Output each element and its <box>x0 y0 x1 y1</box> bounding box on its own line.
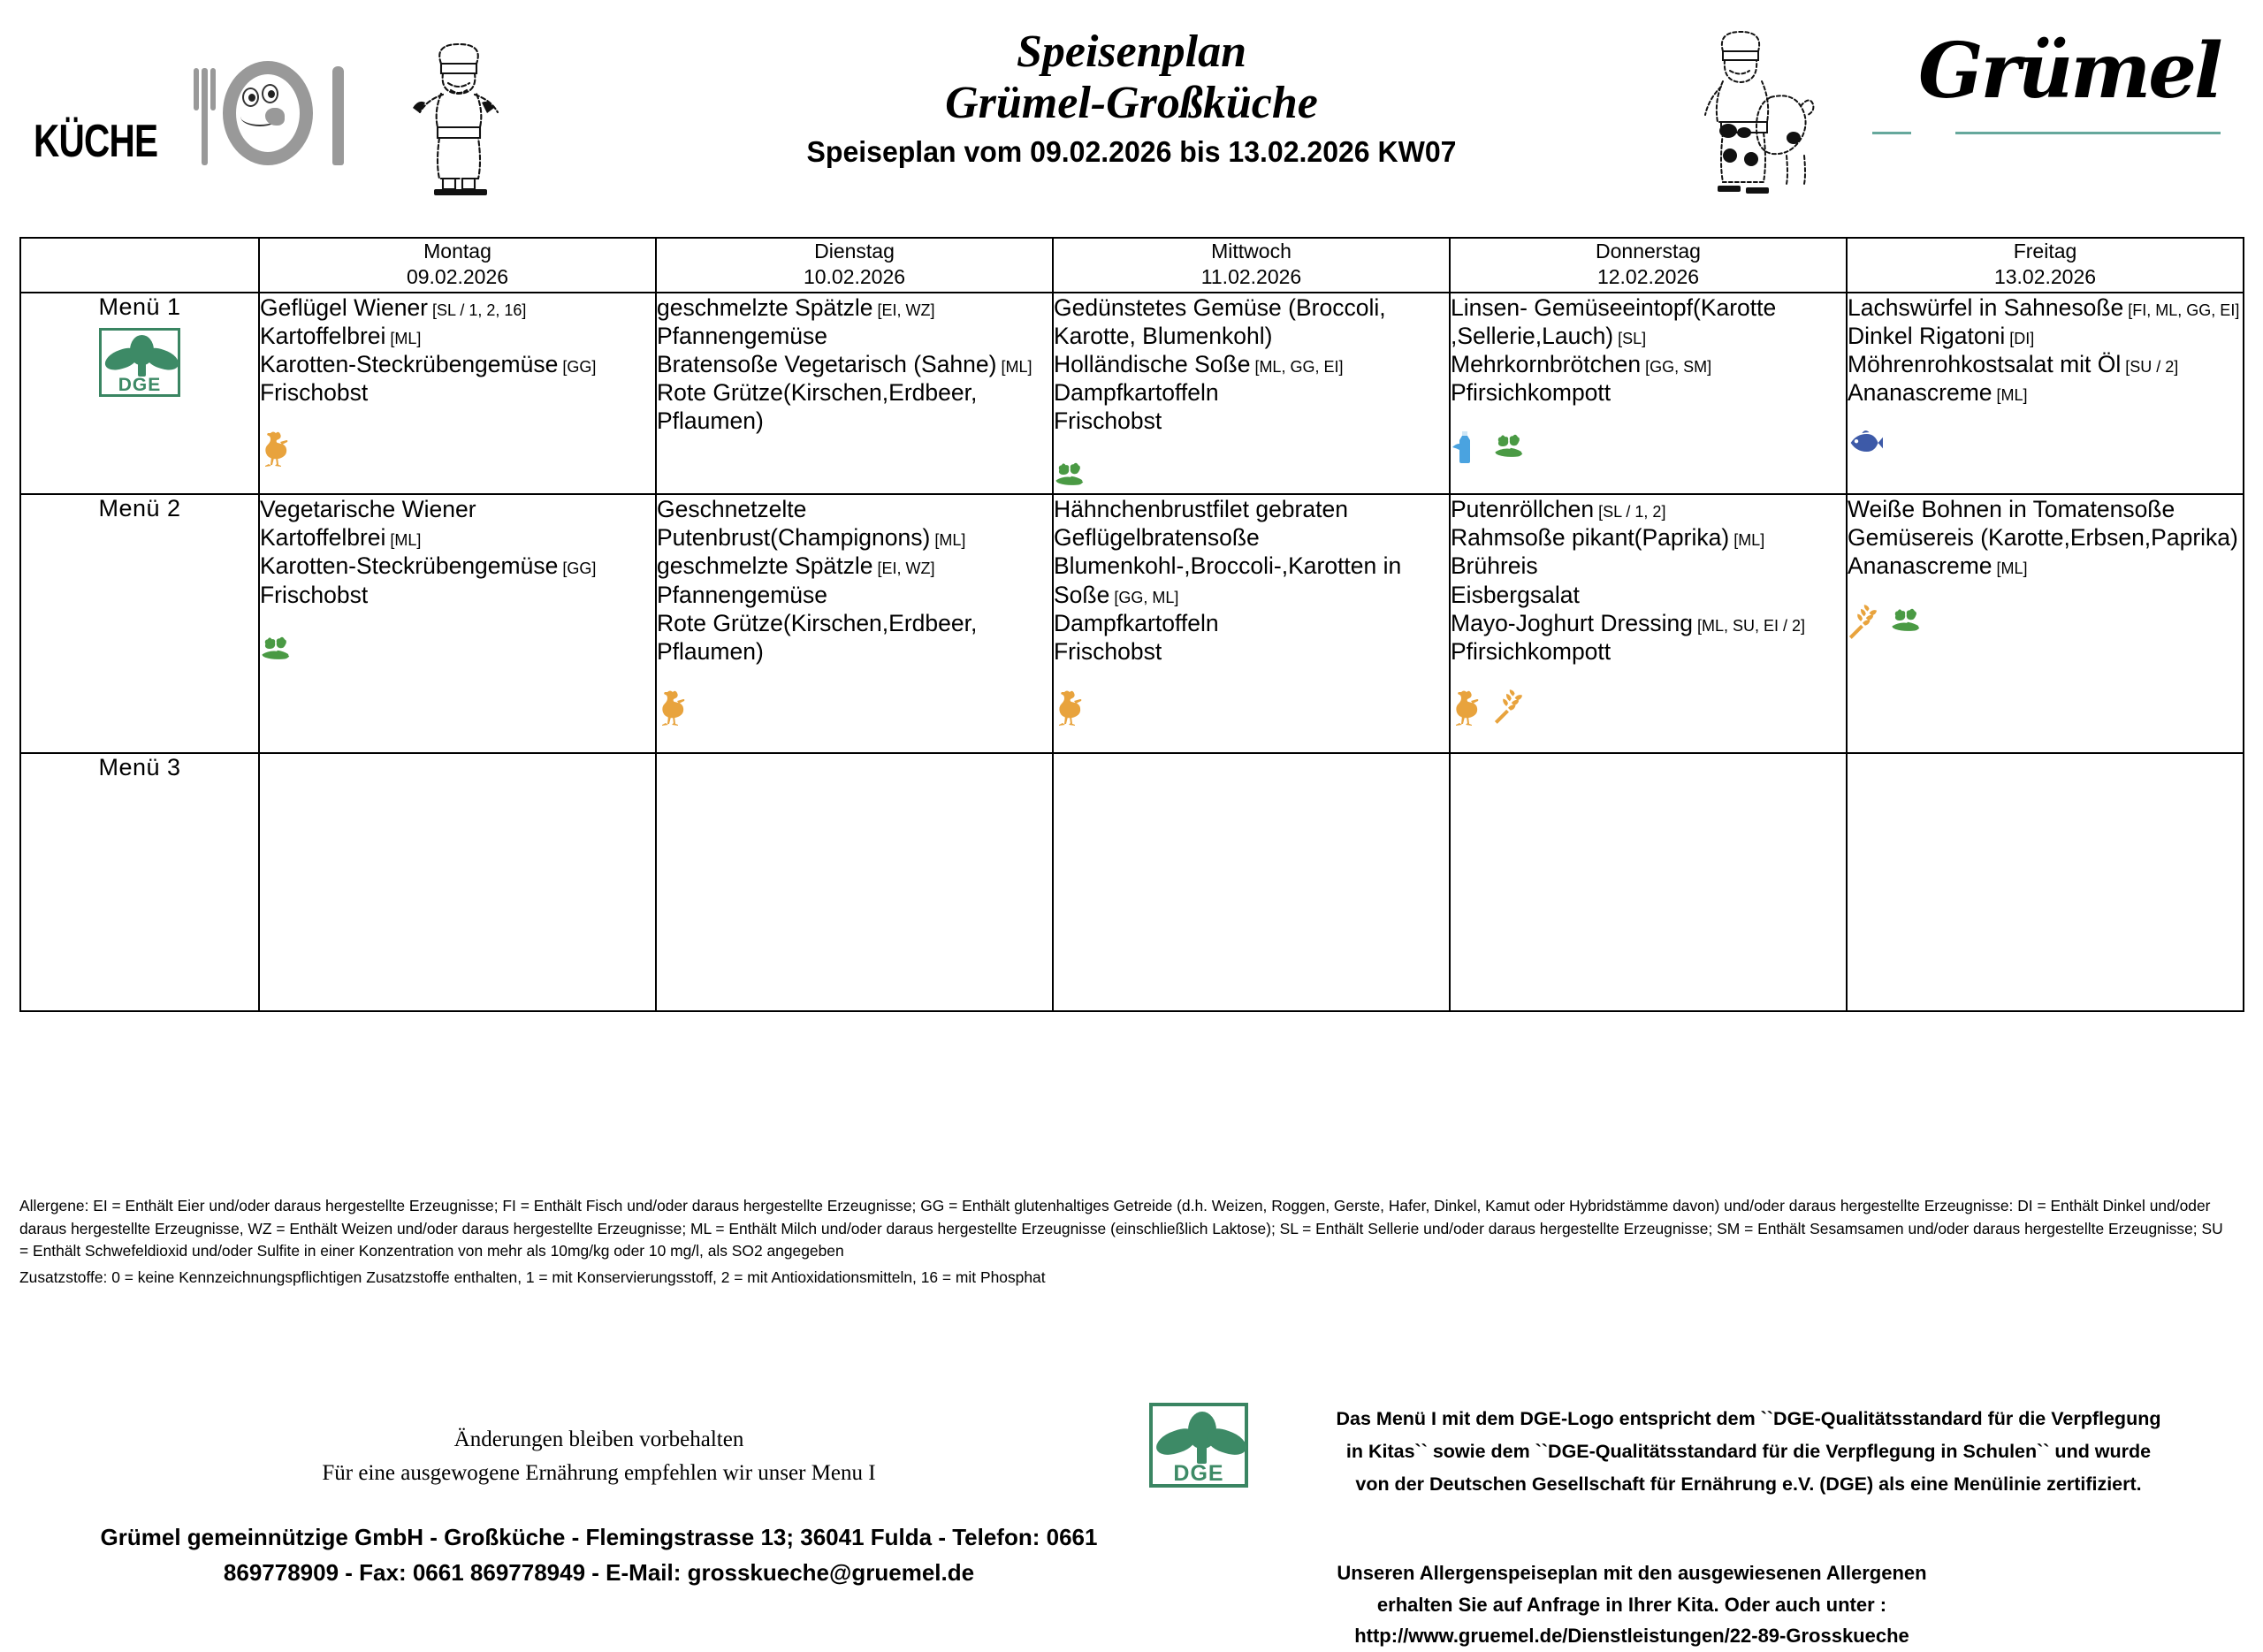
day-date: 13.02.2026 <box>1993 265 2097 289</box>
dish-name: Geflügel Wiener <box>260 294 429 321</box>
eye-left-icon <box>242 88 259 107</box>
dish-line <box>1848 552 2243 580</box>
footer-left-block <box>53 1423 1145 1591</box>
dish-line <box>1451 609 1846 637</box>
menu-cell-r2-c1 <box>259 494 656 753</box>
dish-name: Frischobst <box>260 581 369 608</box>
menu-label-cell-1 <box>20 293 259 494</box>
menu-label-cell-2 <box>20 494 259 753</box>
menu-cell-r1-c3 <box>1053 293 1450 494</box>
dish-allergen-codes: [ML] <box>385 330 422 348</box>
brand-rule-right <box>1955 132 2221 134</box>
dish-name: Bratensoße Vegetarisch (Sahne) <box>657 351 997 378</box>
dish-name: Dampfkartoffeln <box>1054 609 1219 636</box>
day-name: Freitag <box>2013 240 2077 263</box>
day-header-wednesday <box>1053 238 1450 293</box>
chicken-icon <box>1054 689 1084 724</box>
dish-line <box>1054 378 1449 407</box>
dge-certification-block <box>1149 1401 2245 1501</box>
menu-label: Menü 2 <box>98 495 181 522</box>
disclaimer-line-1: Änderungen bleiben vorbehalten <box>453 1427 744 1451</box>
dish-allergen-codes: [ML] <box>1992 560 2028 578</box>
menu-cell-r2-c3 <box>1053 494 1450 753</box>
menu-cell-r3-c3 <box>1053 753 1450 1011</box>
table-row <box>20 494 2244 753</box>
dish-name: Dampfkartoffeln <box>1054 379 1219 407</box>
day-date: 10.02.2026 <box>803 265 906 289</box>
dish-name: Dinkel Rigatoni <box>1848 323 2006 350</box>
dish-line <box>1054 552 1449 608</box>
dish-line <box>1054 293 1449 350</box>
menu-cell-r1-c4 <box>1450 293 1847 494</box>
dish-line <box>1054 350 1449 378</box>
menu-label: Menü 3 <box>98 754 181 781</box>
page-header <box>0 0 2263 221</box>
table-row <box>20 293 2244 494</box>
dish-line <box>657 350 1052 378</box>
dish-line <box>1451 552 1846 580</box>
dish-line <box>1054 637 1449 666</box>
chicken-icon <box>260 430 290 465</box>
dish-name: Pfirsichkompott <box>1451 637 1612 665</box>
dish-name: Gedünstetes Gemüse (Broccoli, Karotte, Blumenkohl) <box>1054 294 1386 350</box>
chicken-icon <box>1451 689 1481 724</box>
dish-pictograms <box>1848 423 2243 465</box>
dish-line <box>260 552 655 580</box>
dish-line <box>260 322 655 350</box>
dish-pictograms <box>1451 681 1846 724</box>
dish-allergen-codes: [SL] <box>1613 330 1647 348</box>
dish-line <box>1848 495 2243 523</box>
allergen-note-line-1: Unseren Allergenspeiseplan mit den ausgewiesenen Allergenen <box>1337 1561 1927 1584</box>
vegetable-icon <box>1054 458 1084 493</box>
day-date: 12.02.2026 <box>1596 265 1700 289</box>
day-name: Mittwoch <box>1211 240 1292 263</box>
dish-line <box>1848 322 2243 350</box>
dish-name: Mayo-Joghurt Dressing <box>1451 609 1693 636</box>
dish-name: Karotten-Steckrübengemüse <box>260 351 559 378</box>
dish-name: Frischobst <box>260 379 369 407</box>
dish-name: Brühreis <box>1451 552 1538 580</box>
vegetable-icon <box>1890 604 1920 639</box>
dish-list <box>1054 293 1449 435</box>
title-line-2: Grümel-Großküche <box>945 78 1318 129</box>
dish-line <box>1451 523 1846 552</box>
dish-allergen-codes: [ML] <box>930 531 966 550</box>
dge-leaf-right <box>1204 1426 1249 1459</box>
additives-legend-text: Zusatzstoffe: 0 = keine Kennzeichnungspflichtigen Zusatzstoffe enthalten, 1 = mit Konservierungsstoff, 2 = mit Antioxidationsmitteln, 16 = mit Phosphat <box>19 1268 1046 1287</box>
dish-allergen-codes: [SU / 2] <box>2121 358 2179 377</box>
dish-line <box>657 552 1052 580</box>
dish-allergen-codes: [ML, SU, EI / 2] <box>1692 616 1805 635</box>
menu-cell-r3-c5 <box>1847 753 2244 1011</box>
dish-pictograms <box>1054 451 1449 493</box>
smiley-face-icon <box>239 84 299 139</box>
menu-cell-r2-c4 <box>1450 494 1847 753</box>
dish-line <box>657 495 1052 552</box>
gruemel-brand-logo <box>1918 27 2221 148</box>
dish-line <box>260 350 655 378</box>
title-line-1: Speisenplan <box>1016 27 1247 77</box>
day-header-thursday <box>1450 238 1847 293</box>
dish-name: Ananascreme <box>1848 552 1993 580</box>
dish-list <box>1054 495 1449 665</box>
gruemel-brand-text: Grümel <box>1918 27 2221 116</box>
menu-cell-r1-c2 <box>656 293 1053 494</box>
day-name: Montag <box>423 240 491 263</box>
dish-pictograms <box>1451 423 1846 465</box>
grain-icon <box>1493 689 1523 724</box>
dish-name: Putenröllchen <box>1451 496 1595 523</box>
dish-name: Möhrenrohkostsalat mit Öl <box>1848 351 2122 378</box>
dish-line <box>657 378 1052 435</box>
dge-logo-label: DGE <box>1173 1461 1224 1486</box>
dish-line <box>1054 495 1449 523</box>
dish-allergen-codes: [GG, SM] <box>1641 358 1712 377</box>
dish-name: Pfannengemüse <box>657 581 828 608</box>
dish-line <box>657 581 1052 609</box>
dish-name: geschmelzte Spätzle <box>657 552 873 580</box>
page-title <box>778 27 1485 169</box>
dish-allergen-codes: [ML, GG, EI] <box>1250 358 1344 377</box>
kueche-logo-text: KÜCHE <box>34 116 158 167</box>
grain-icon <box>1848 604 1878 639</box>
dish-name: Eisbergsalat <box>1451 581 1580 608</box>
day-name: Dienstag <box>814 240 895 263</box>
dish-list <box>657 495 1052 665</box>
dish-allergen-codes: [GG] <box>558 358 597 377</box>
dish-allergen-codes: [SL / 1, 2, 16] <box>428 301 527 319</box>
menu-cell-r2-c2 <box>656 494 1053 753</box>
menu-cell-r1-c1 <box>259 293 656 494</box>
dish-pictograms <box>657 681 1052 724</box>
menu-cell-r3-c1 <box>259 753 656 1011</box>
dish-name: Ananascreme <box>1848 379 1993 407</box>
dish-line <box>1451 293 1846 350</box>
day-header-monday <box>259 238 656 293</box>
dish-line <box>657 609 1052 666</box>
dish-name: Kartoffelbrei <box>260 524 386 552</box>
dge-note <box>1262 1401 2235 1501</box>
vegetable-icon <box>260 632 290 667</box>
title-date-range: Speiseplan vom 09.02.2026 bis 13.02.2026 KW07 <box>806 135 1457 169</box>
allergen-note-line-2: erhalten Sie auf Anfrage in Ihrer Kita. Oder auch unter : <box>1376 1593 1887 1616</box>
dish-name: Frischobst <box>1054 407 1162 435</box>
dish-list <box>1848 293 2243 407</box>
chef-with-cow-sketch-icon <box>1702 25 1852 202</box>
dish-name: Lachswürfel in Sahnesoße <box>1848 294 2124 321</box>
dish-name: Gemüsereis (Karotte,Erbsen,Paprika) <box>1848 524 2238 552</box>
dish-pictograms <box>1054 681 1449 724</box>
dge-logo-label: DGE <box>118 375 162 395</box>
dish-line <box>657 322 1052 350</box>
dish-pictograms <box>1848 597 2243 639</box>
dish-line <box>1451 378 1846 407</box>
day-header-tuesday <box>656 238 1053 293</box>
menu-cell-r3-c2 <box>656 753 1053 1011</box>
chef-sketch-icon <box>402 37 517 201</box>
menu-cell-r1-c5 <box>1847 293 2244 494</box>
allergen-note-link[interactable]: http://www.gruemel.de/Dienstleistungen/22-89-Grosskueche <box>1354 1625 1909 1648</box>
dish-allergen-codes: [EI, WZ] <box>872 560 935 578</box>
dish-list <box>1848 495 2243 580</box>
dish-line <box>260 378 655 407</box>
dish-allergen-codes: [ML] <box>1992 386 2028 405</box>
menu-plan-table <box>19 237 2244 1012</box>
dish-allergen-codes: [ML] <box>1729 531 1765 550</box>
dish-allergen-codes: [GG] <box>558 560 597 578</box>
table-row <box>20 753 2244 1011</box>
dge-leaf-right <box>144 346 182 374</box>
day-header-friday <box>1847 238 2244 293</box>
dish-name: Linsen- Gemüseeintopf(Karotte ,Sellerie,Lauch) <box>1451 294 1777 350</box>
dish-list <box>260 495 655 608</box>
vegetable-icon <box>1493 430 1523 465</box>
dish-line <box>1848 293 2243 322</box>
dish-line <box>1848 378 2243 407</box>
dish-allergen-codes: [FI, ML, GG, EI] <box>2123 301 2240 319</box>
dish-line <box>1451 350 1846 378</box>
dish-line <box>260 523 655 552</box>
menu-cell-r2-c5 <box>1847 494 2244 753</box>
day-date: 09.02.2026 <box>406 265 509 289</box>
dish-allergen-codes: [EI, WZ] <box>872 301 935 319</box>
dish-line <box>260 495 655 523</box>
allergen-legend-text: Allergene: EI = Enthält Eier und/oder daraus hergestellte Erzeugnisse; FI = Enthält Fisch und/oder daraus hergestellte Erzeugnisse; GG = Enthält glutenhaltiges Getreide (d.h. Weizen, Roggen, Gerste, Hafer, Dinkel, Kamut oder Hybridstämme davon) und/oder daraus hergestellte Erzeugnisse: DI = Enthält Dinkel und/oder daraus hergestellte Erzeugnisse, WZ = Enthält Weizen und/oder daraus hergestellte Erzeugnisse; ML = Enthält Milch und/oder daraus hergestellte Erzeugnisse (einschließlich Laktose); SL = Enthält Sellerie und/oder daraus hergestellte Erzeugnisse; SM = Enthält Sesamsamen und/oder daraus hergestellte Erzeugnisse; SU = Enthält Schwefeldioxid und/oder Sulfite in einer Konzentration von mehr als 10mg/kg oder 10 mg/l, als SO2 angegeben <box>19 1197 2223 1260</box>
dish-pictograms <box>260 625 655 667</box>
dish-name: Blumenkohl-,Broccoli-,Karotten in Soße <box>1054 552 1402 608</box>
dish-line <box>1054 407 1449 435</box>
allergen-plan-note <box>1181 1557 2083 1652</box>
kueche-logo <box>34 51 414 166</box>
dish-allergen-codes: [GG, ML] <box>1109 588 1179 606</box>
dish-allergen-codes: [ML] <box>385 531 422 550</box>
dish-name: Kartoffelbrei <box>260 323 386 350</box>
dish-name: Pfannengemüse <box>657 323 828 350</box>
allergen-footnotes <box>19 1195 2236 1290</box>
fish-icon <box>1848 430 1878 465</box>
menu-label-cell-3 <box>20 753 259 1011</box>
dish-allergen-codes: [ML] <box>996 358 1032 377</box>
knife-icon <box>332 66 344 165</box>
company-address: Grümel gemeinnützige GmbH - Großküche - Flemingstrasse 13; 36041 Fulda - Telefon: 0661 869778909 - Fax: 0661 869778949 - E-Mail: grosskueche@gruemel.de <box>100 1524 1098 1587</box>
dish-line <box>1451 581 1846 609</box>
disclaimer-line-2: Für eine ausgewogene Ernährung empfehlen wir unser Menu I <box>322 1460 876 1485</box>
dish-name: Geschnetzelte Putenbrust(Champignons) <box>657 496 931 552</box>
table-header-row <box>20 238 2244 293</box>
dish-list <box>260 293 655 407</box>
dish-pictograms <box>260 423 655 465</box>
dish-name: Mehrkornbrötchen <box>1451 351 1642 378</box>
dish-line <box>1054 609 1449 637</box>
table-corner-cell <box>20 238 259 293</box>
tongue-icon <box>265 108 285 126</box>
dish-name: geschmelzte Spätzle <box>657 294 873 321</box>
dish-line <box>1848 523 2243 552</box>
dish-line <box>260 293 655 322</box>
dish-name: Pfirsichkompott <box>1451 379 1612 407</box>
dish-name: Hähnchenbrustfilet gebraten <box>1054 496 1348 523</box>
dish-line <box>1054 523 1449 552</box>
day-date: 11.02.2026 <box>1200 265 1302 289</box>
table-body <box>20 293 2244 1011</box>
dish-name: Weiße Bohnen in Tomatensoße <box>1848 496 2175 523</box>
dish-name: Karotten-Steckrübengemüse <box>260 552 559 580</box>
dish-name: Frischobst <box>1054 637 1162 665</box>
dish-allergen-codes: [SL / 1, 2] <box>1594 503 1666 521</box>
dish-line <box>1451 495 1846 523</box>
chicken-icon <box>657 689 687 724</box>
dge-logo-icon <box>1149 1403 1248 1488</box>
menu-cell-r3-c4 <box>1450 753 1847 1011</box>
fork-icon <box>202 68 208 165</box>
menu-label: Menü 1 <box>98 293 181 320</box>
dge-note-line-3: von der Deutschen Gesellschaft für Ernährung e.V. (DGE) als eine Menülinie zertifiziert. <box>1355 1473 2142 1495</box>
footer-right-block <box>1149 1401 2245 1652</box>
dish-line <box>1848 350 2243 378</box>
dge-logo-icon <box>99 328 180 397</box>
dish-list <box>1451 495 1846 665</box>
dish-name: Rote Grütze(Kirschen,Erdbeer, Pflaumen) <box>657 379 978 435</box>
dish-name: Holländische Soße <box>1054 351 1251 378</box>
brand-rule-left <box>1872 132 1911 134</box>
milk-bottle-icon <box>1451 430 1481 465</box>
dish-name: Rahmsoße pikant(Paprika) <box>1451 524 1730 552</box>
plate-cutlery-icon <box>198 56 375 166</box>
dish-name: Geflügelbratensoße <box>1054 524 1260 552</box>
dish-name: Vegetarische Wiener <box>260 496 476 523</box>
dish-list <box>1451 293 1846 407</box>
dge-note-line-1: Das Menü I mit dem DGE-Logo entspricht dem ``DGE-Qualitätsstandard für die Verpflegung <box>1336 1408 2161 1429</box>
dish-line <box>1451 637 1846 666</box>
dish-allergen-codes: [DI] <box>2005 330 2035 348</box>
dge-note-line-2: in Kitas`` sowie dem ``DGE-Qualitätsstandard für die Verpflegung in Schulen`` und wurde <box>1345 1440 2152 1462</box>
dish-line <box>260 581 655 609</box>
dish-name: Rote Grütze(Kirschen,Erdbeer, Pflaumen) <box>657 609 978 665</box>
eye-right-icon <box>262 84 278 103</box>
dish-list <box>657 293 1052 435</box>
dish-line <box>657 293 1052 322</box>
day-name: Donnerstag <box>1596 240 1701 263</box>
